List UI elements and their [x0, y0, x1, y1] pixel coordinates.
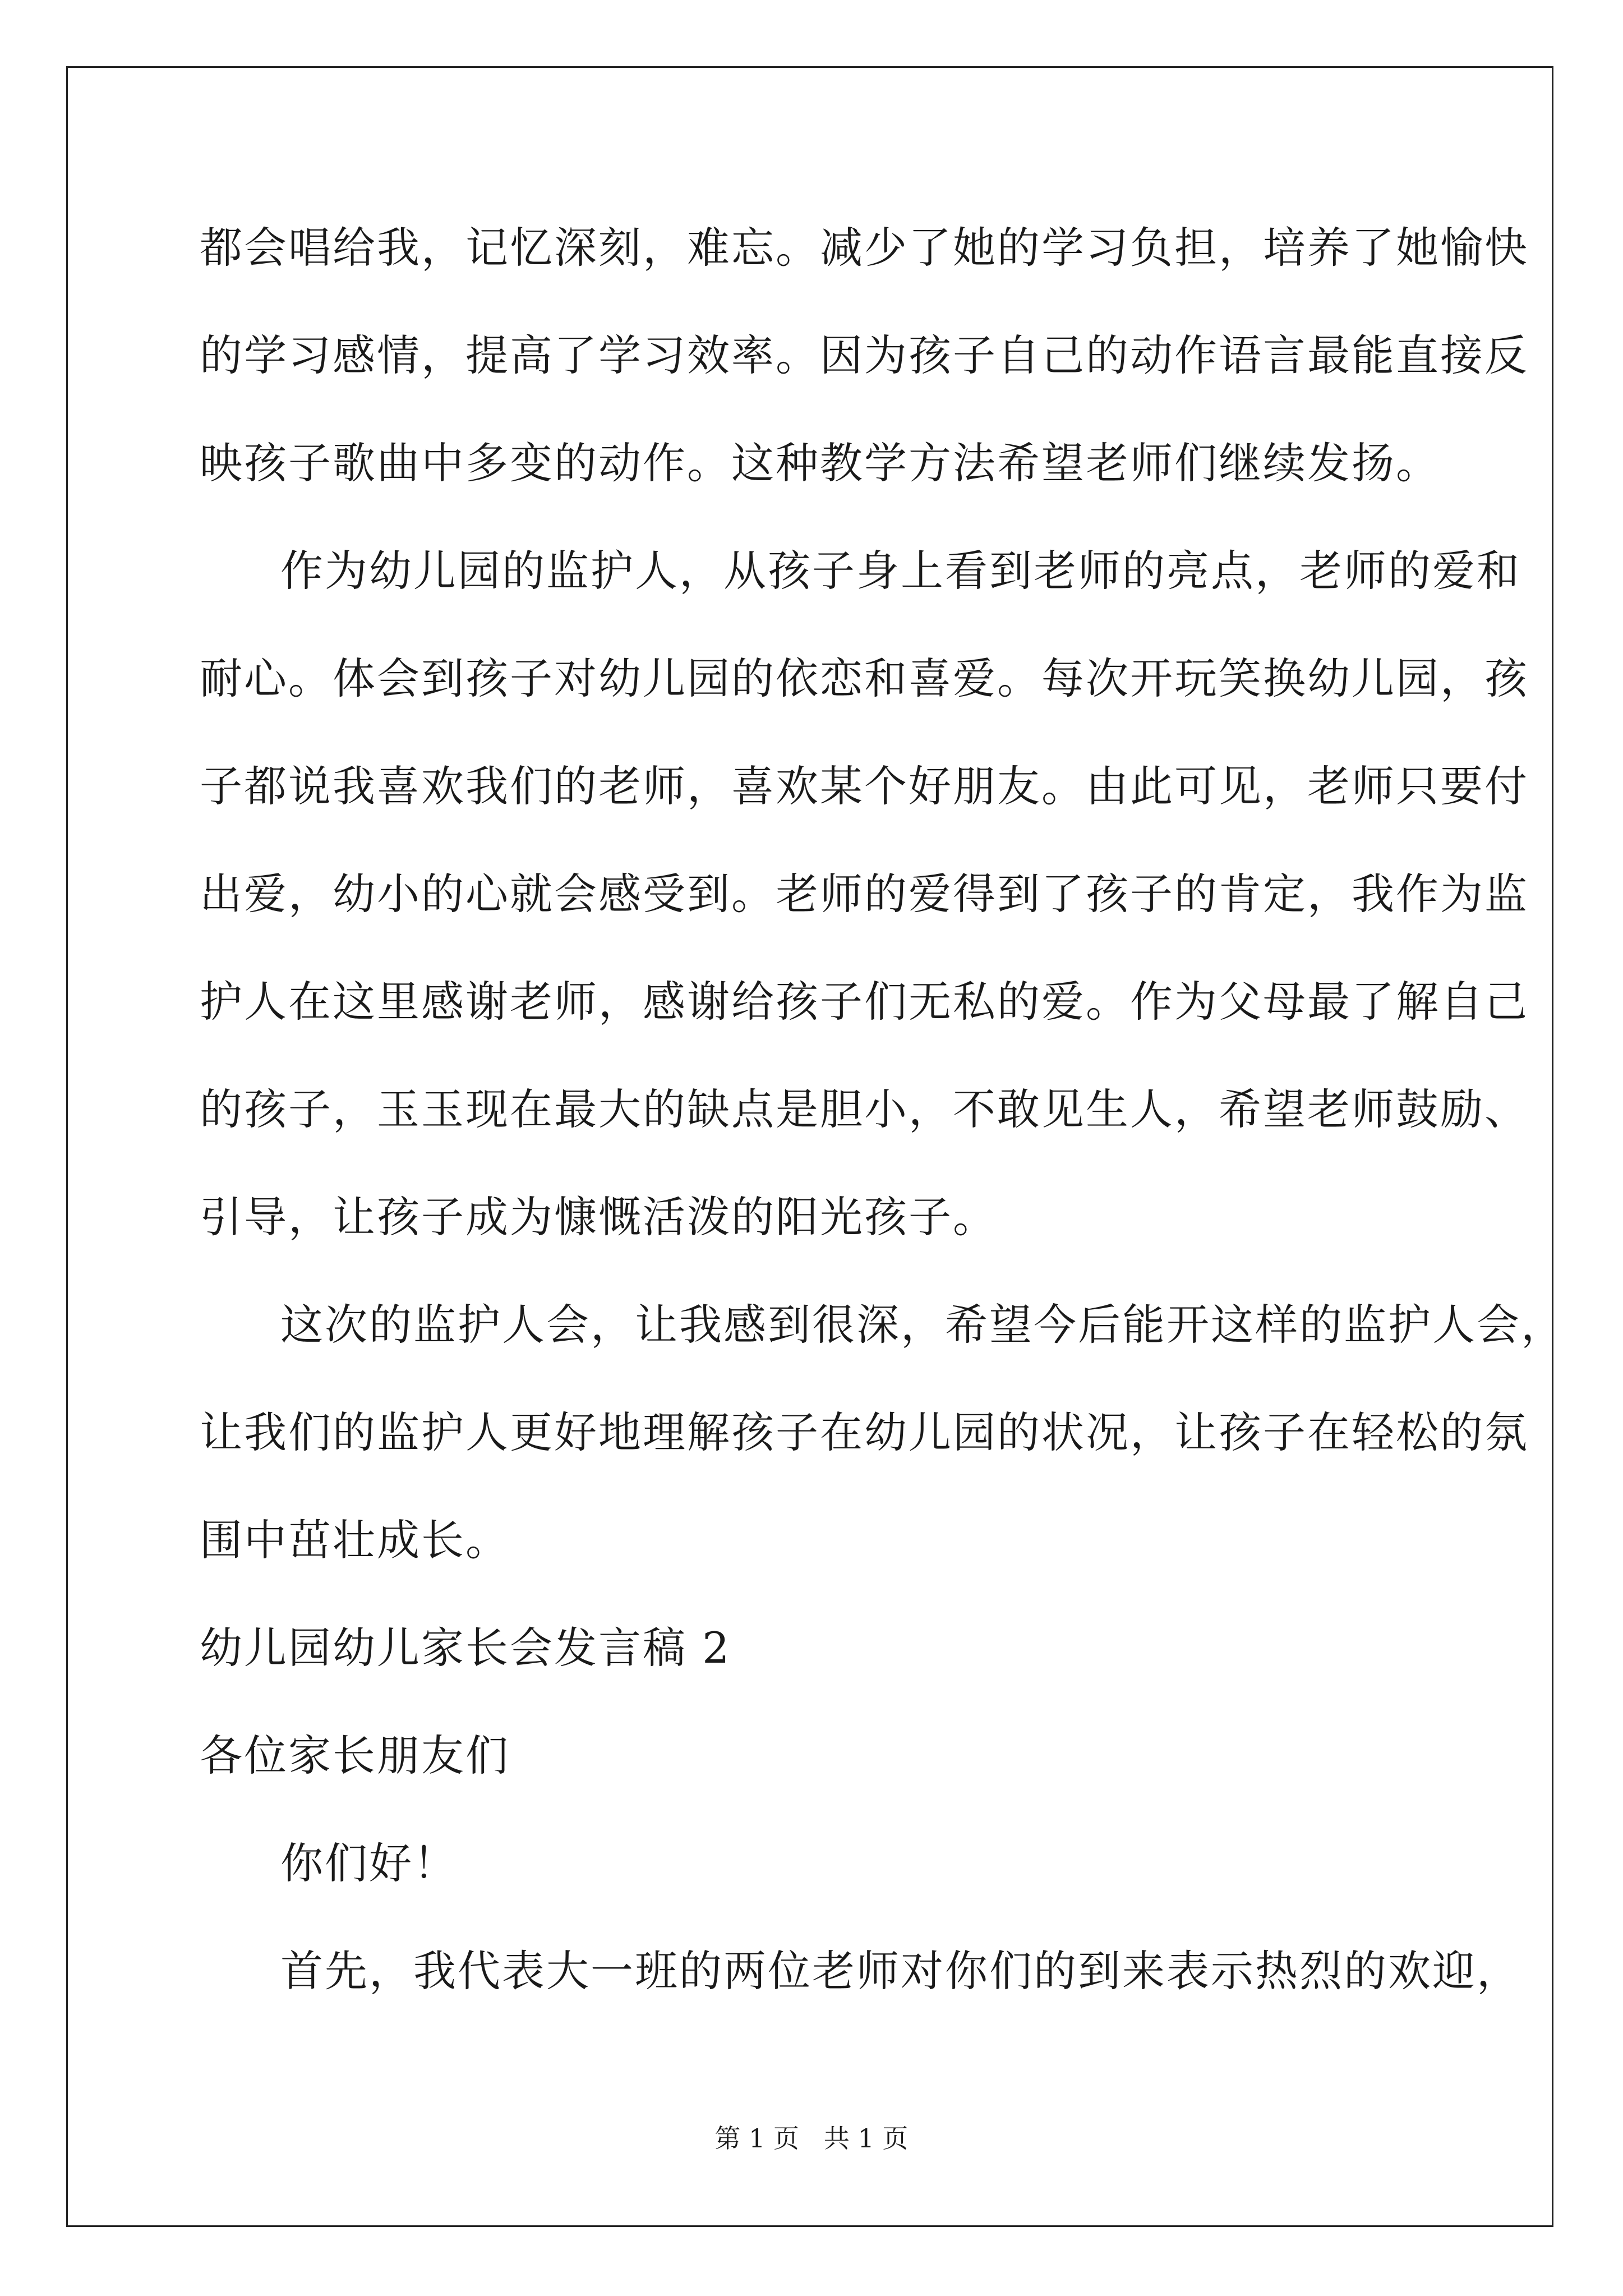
text-line: 让我们的监护人更好地理解孩子在幼儿园的状况，让孩子在轻松的氛 — [200, 1407, 1529, 1457]
text-line: 的学习感情，提高了学习效率。因为孩子自己的动作语言最能直接反 — [200, 330, 1529, 380]
page-border — [66, 66, 1553, 2227]
text-line: 护人在这里感谢老师，感谢给孩子们无私的爱。作为父母最了解自己 — [200, 977, 1529, 1027]
paragraph-first-line: 这次的监护人会，让我感到很深，希望今后能开这样的监护人会， — [280, 1300, 1565, 1350]
text-line: 耐心。体会到孩子对幼儿园的依恋和喜爱。每次开玩笑换幼儿园，孩 — [200, 654, 1529, 703]
text-line: 都会唱给我，记忆深刻，难忘。减少了她的学习负担，培养了她愉快 — [200, 223, 1529, 273]
paragraph-first-line: 首先，我代表大一班的两位老师对你们的到来表示热烈的欢迎， — [280, 1946, 1521, 1996]
paragraph-first-line: 作为幼儿园的监护人，从孩子身上看到老师的亮点，老师的爱和 — [280, 546, 1521, 596]
greeting: 你们好！ — [280, 1838, 458, 1888]
text-line: 围中茁壮成长。 — [200, 1515, 510, 1565]
text-line: 映孩子歌曲中多变的动作。这种教学方法希望老师们继续发扬。 — [200, 438, 1440, 488]
text-line: 子都说我喜欢我们的老师，喜欢某个好朋友。由此可见，老师只要付 — [200, 761, 1529, 811]
page-footer: 第 1 页 共 1 页 — [714, 2123, 909, 2154]
text-line: 引导，让孩子成为慷慨活泼的阳光孩子。 — [200, 1192, 997, 1242]
section-heading: 幼儿园幼儿家长会发言稿 2 — [200, 1623, 731, 1673]
salutation: 各位家长朋友们 — [200, 1731, 510, 1780]
text-line: 出爱，幼小的心就会感受到。老师的爱得到了孩子的肯定，我作为监 — [200, 869, 1529, 919]
text-line: 的孩子，玉玉现在最大的缺点是胆小，不敢见生人，希望老师鼓励、 — [200, 1084, 1529, 1134]
